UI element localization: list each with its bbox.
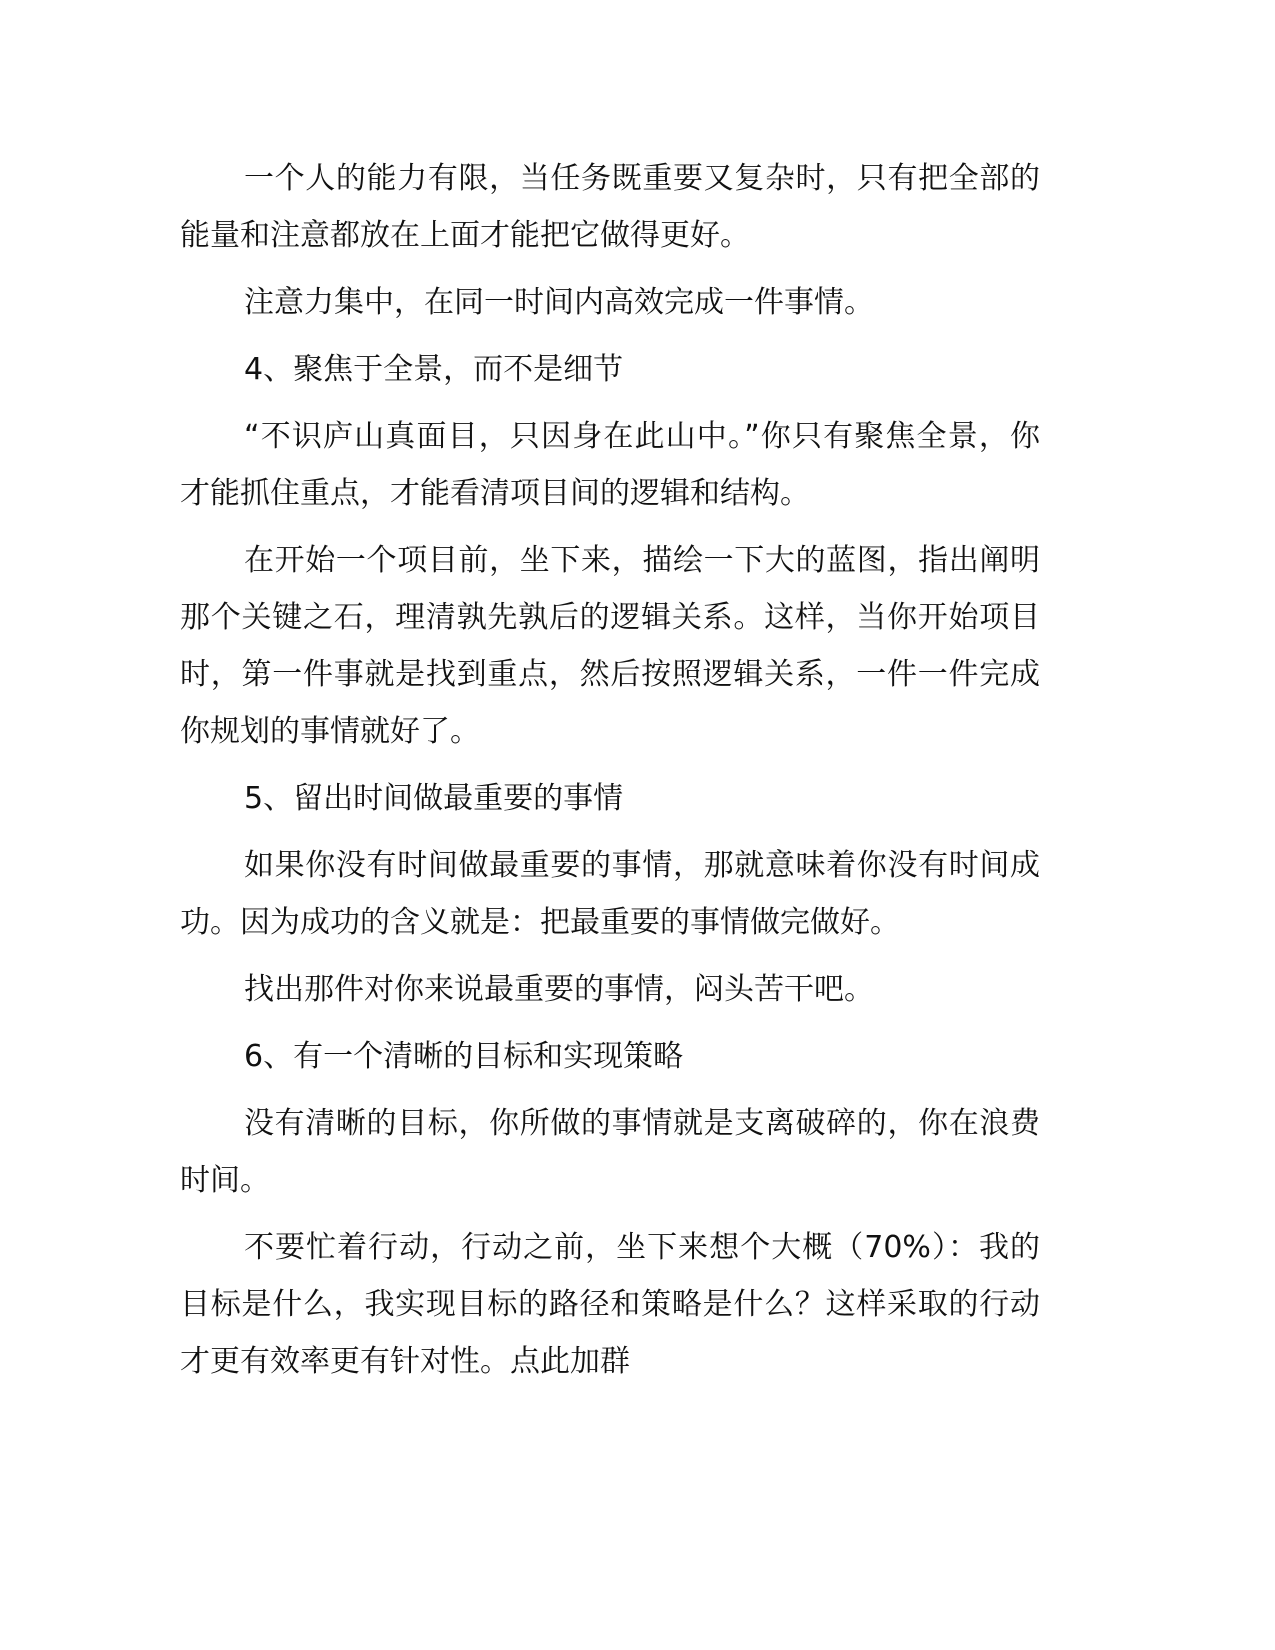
paragraph: 不要忙着行动，行动之前，坐下来想个大概（70%）：我的目标是什么，我实现目标的路径和策略是什么？这样采取的行动才更有效率更有针对性。点此加群: [180, 1230, 1040, 1379]
paragraph: 没有清晰的目标，你所做的事情就是支离破碎的，你在浪费时间。: [180, 1106, 1040, 1198]
paragraph: 在开始一个项目前，坐下来，描绘一下大的蓝图，指出阐明那个关键之石，理清孰先孰后的逻辑关系。这样，当你开始项目时，第一件事就是找到重点，然后按照逻辑关系，一件一件完成你规划的事情就好了。: [180, 543, 1040, 749]
section-heading: 5、留出时间做最重要的事情: [244, 781, 624, 816]
paragraph: 一个人的能力有限，当任务既重要又复杂时，只有把全部的能量和注意都放在上面才能把它做得更好。: [180, 161, 1040, 253]
paragraph: 找出那件对你来说最重要的事情，闷头苦干吧。: [244, 972, 874, 1007]
document-page: [180, 150, 1040, 1400]
paragraph: 如果你没有时间做最重要的事情，那就意味着你没有时间成功。因为成功的含义就是：把最重要的事情做完做好。: [180, 848, 1040, 940]
paragraph: “不识庐山真面目，只因身在此山中。”你只有聚焦全景，你才能抓住重点，才能看清项目间的逻辑和结构。: [180, 419, 1040, 511]
section-heading: 4、聚焦于全景，而不是细节: [244, 352, 624, 387]
section-heading: 6、有一个清晰的目标和实现策略: [244, 1039, 684, 1074]
paragraph: 注意力集中，在同一时间内高效完成一件事情。: [244, 285, 874, 320]
